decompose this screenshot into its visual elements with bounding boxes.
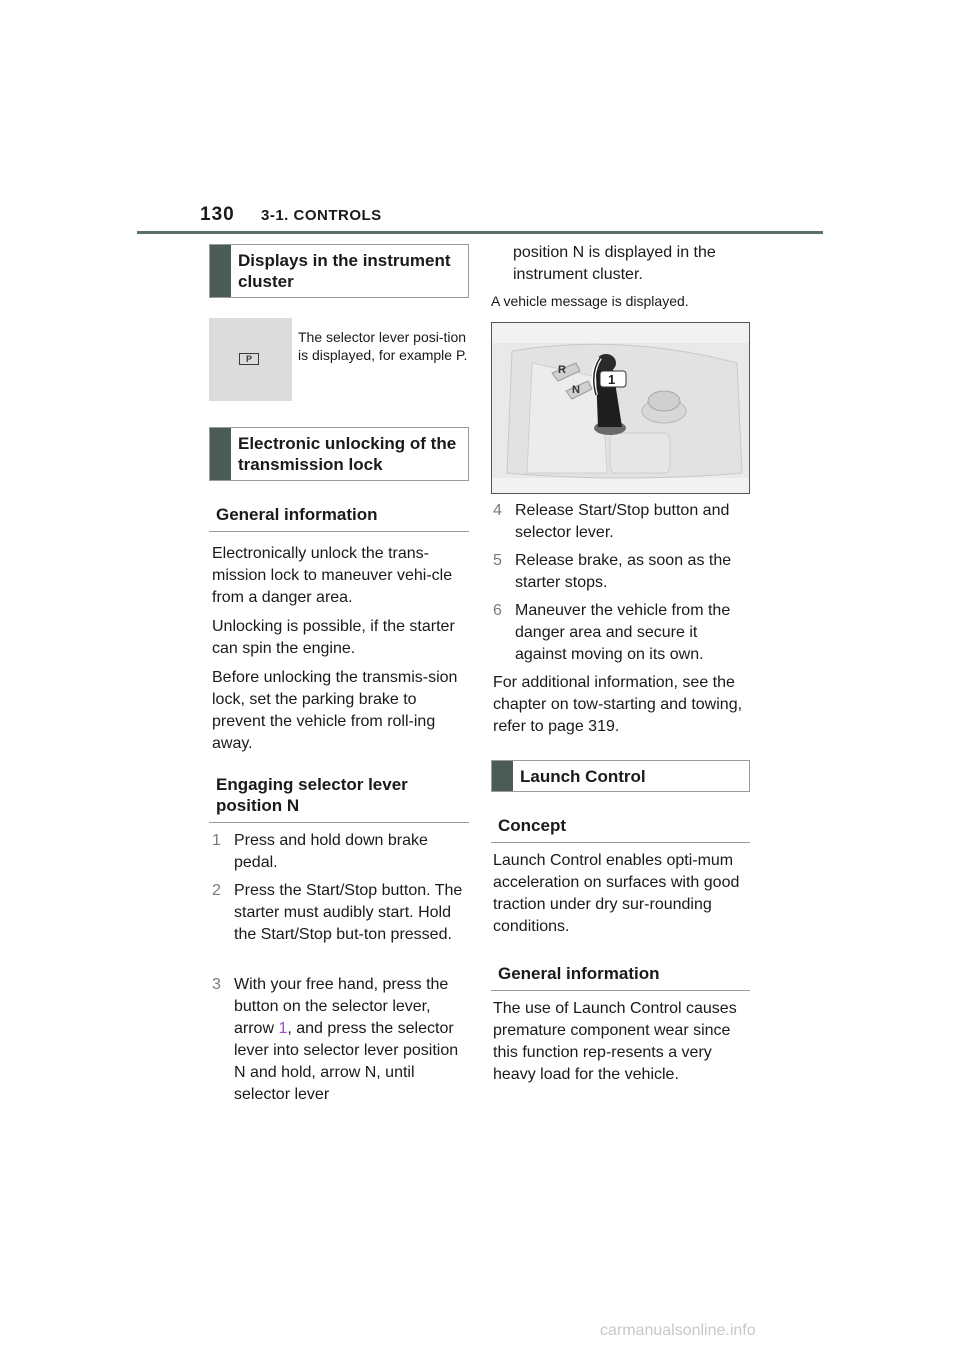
subheading-rule [491,990,750,991]
step-text: Release Start/Stop button and selector lever. [515,502,730,541]
step-text: Release brake, as soon as the starter stops. [515,552,732,591]
subheading-rule [209,822,469,823]
selector-lever-illustration [492,323,750,494]
subheading-concept: Concept [498,816,566,835]
subheading-rule [491,842,750,843]
step-text-a: With your free hand, press the button on the selector lever, arrow [234,976,449,1037]
watermark: carmanualsonline.info [600,1322,756,1339]
step-text [234,974,464,1106]
step-5 [493,550,750,594]
subheading-general-information: General information [216,505,378,524]
section-box-displays [209,244,469,298]
paragraph: Unlocking is possible, if the starter can spin the engine. [212,618,455,657]
subheading-general-information-2: General information [498,964,660,983]
header-divider [137,231,823,234]
step-4 [493,500,750,544]
gear-label-r: R [558,364,566,376]
gear-label-n: N [572,384,580,396]
step-text-b: , and press the selector lever into selector lever position N and hold, arrow N, until selector lever [234,1020,459,1103]
step-number: 5 [493,552,502,569]
paragraph: Before unlocking the transmis-sion lock, set the parking brake to prevent the vehicle from roll-ing away. [212,669,458,752]
section-title-electronic-unlocking: Electronic unlocking of the transmission lock [238,434,457,474]
page-number: 130 [200,204,235,225]
step-number: 4 [493,502,502,519]
section-title-displays: Displays in the instrument cluster [238,251,451,291]
gear-p-indicator-icon: P [239,353,259,365]
step-text: Maneuver the vehicle from the danger area and secure it against moving on its own. [515,602,731,663]
callout-1-icon: 1 [608,372,616,387]
subheading-engaging-n: Engaging selector lever position N [216,775,408,815]
step-text: Press and hold down brake pedal. [234,832,428,871]
section-box-electronic-unlocking [209,427,469,481]
section-title-launch-control: Launch Control [520,766,646,786]
display-caption: The selector lever posi-tion is displayed, for example P. [298,329,468,363]
step-6 [493,600,750,666]
step-3 [212,974,468,1106]
step-number: 3 [212,976,221,993]
chapter-title: 3-1. CONTROLS [261,207,382,224]
step-text: Press the Start/Stop button. The starter must audibly start. Hold the Start/Stop but-ton pressed. [234,882,463,943]
section-marker [210,245,231,297]
paragraph: Electronically unlock the trans-mission lock to maneuver vehi-cle from a danger area. [212,545,453,606]
concept-text: Launch Control enables opti-mum acceleration on surfaces with good traction under dry sur-rounding conditions. [493,852,740,935]
general-info-text [212,543,462,762]
additional-info-text: For additional information, see the chapter on tow-starting and towing, refer to page 319. [493,674,743,735]
section-box-launch-control [491,760,750,792]
step-number: 1 [212,832,221,849]
general-info-2-text: The use of Launch Control causes premature component wear since this function rep-resents a very heavy load for the vehicle. [493,1000,737,1083]
step-1 [212,830,468,874]
step-number: 2 [212,882,221,899]
section-marker [210,428,231,480]
display-thumbnail [209,318,292,401]
step-number: 6 [493,602,502,619]
arrow-reference: 1 [278,1020,288,1037]
selector-lever-figure [491,322,750,494]
section-marker [492,761,513,791]
subheading-rule [209,531,469,532]
vehicle-message-note: A vehicle message is displayed. [491,293,689,309]
step-2 [212,880,468,946]
step-3-continued: position N is displayed in the instrument cluster. [513,244,716,283]
